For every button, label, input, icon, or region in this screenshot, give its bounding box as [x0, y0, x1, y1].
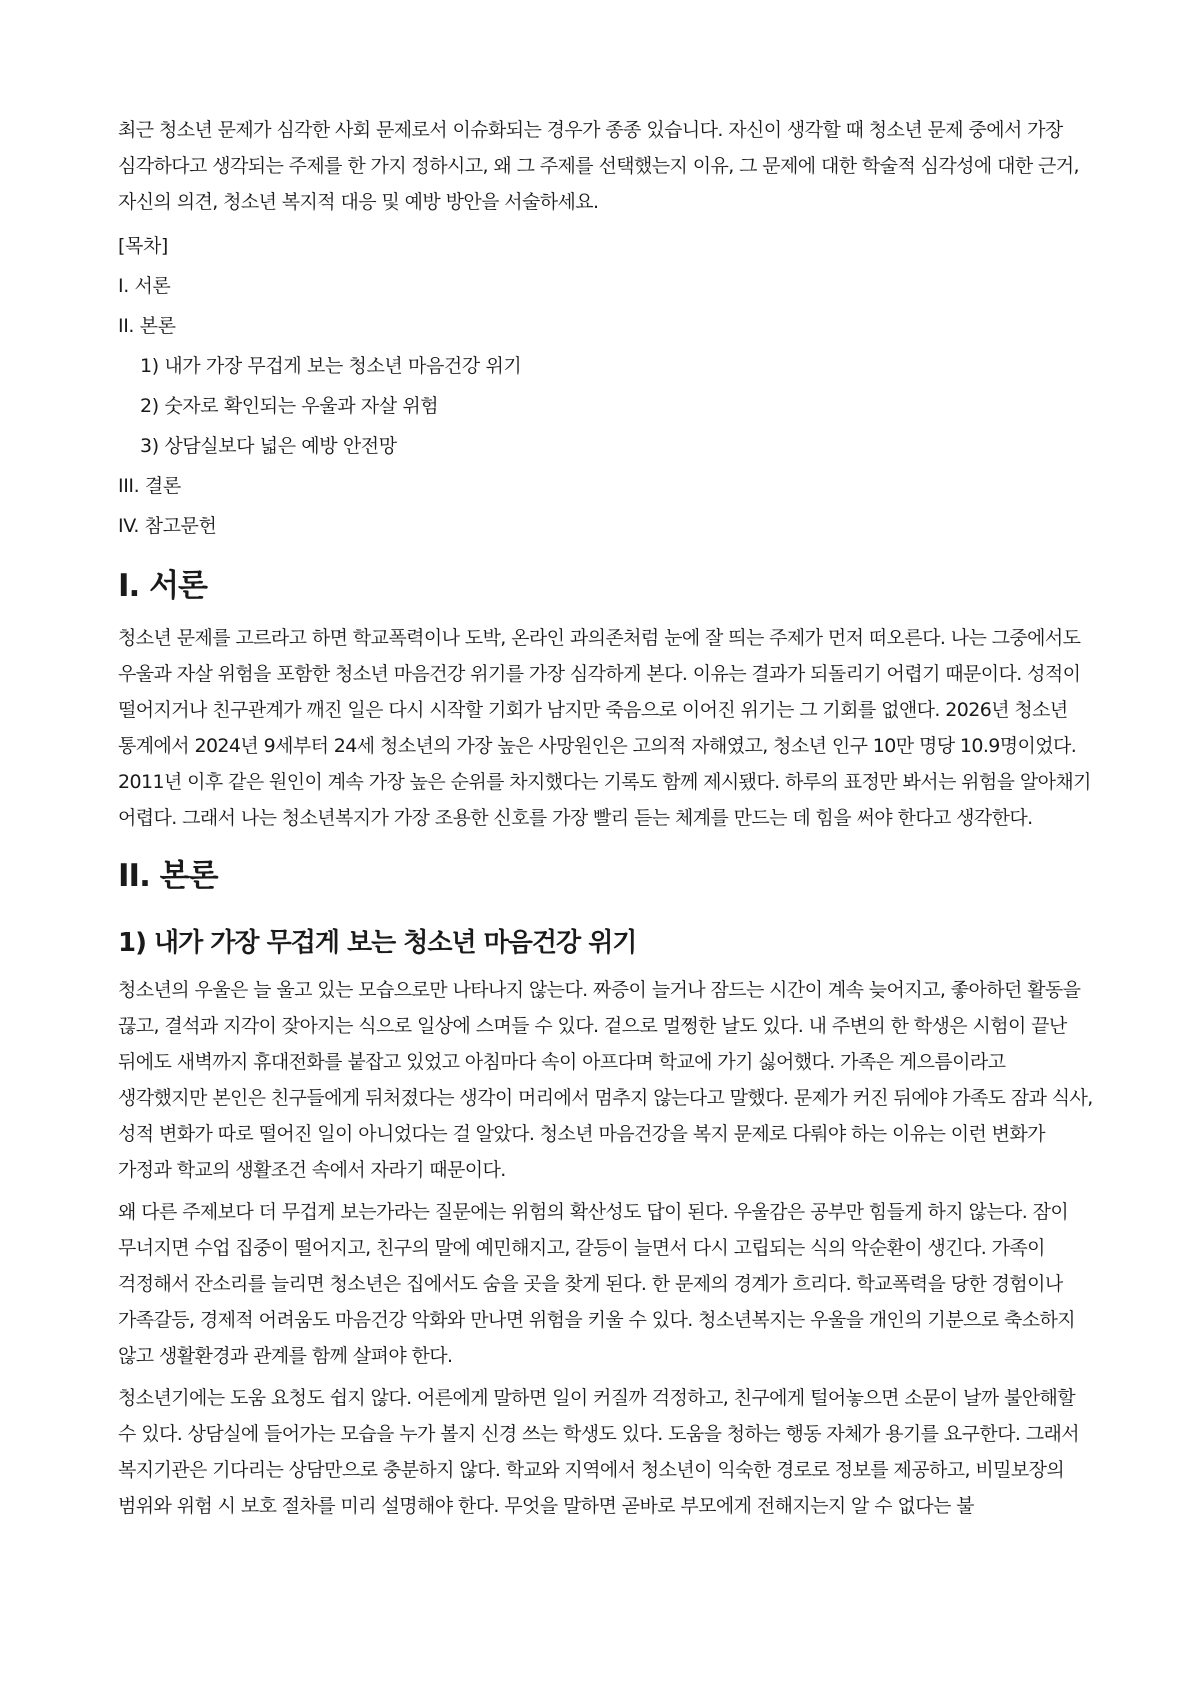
document-page — [118, 112, 1094, 1530]
toc-subitem: 2) 숫자로 확인되는 우울과 자살 위험 — [140, 395, 439, 417]
body-paragraph: 왜 다른 주제보다 더 무겁게 보는가라는 질문에는 위험의 확산성도 답이 된다. 우울감은 공부만 힘들게 하지 않는다. 잠이 무너지면 수업 집중이 떨어지고, 친구의 말에 예민해지고, 갈등이 늘면서 다시 고립되는 식의 악순환이 생긴다. 가족이 걱정해서 잔소리를 늘리면 청소년은 집에서도 숨을 곳을 찾게 된다. 한 문제의 경계가 흐리다. 학교폭력을 당한 경험이나 가족갈등, 경제적 어려움도 마음건강 악화와 만나면 위험을 키울 수 있다. 청소년복지는 우울을 개인의 기분으로 축소하지 않고 생활환경과 관계를 함께 살펴야 한다. — [118, 1201, 1075, 1367]
assignment-prompt: 최근 청소년 문제가 심각한 사회 문제로서 이슈화되는 경우가 종종 있습니다. 자신이 생각할 때 청소년 문제 중에서 가장 심각하다고 생각되는 주제를 한 가지 정하시고, 왜 그 주제를 선택했는지 이유, 그 문제에 대한 학술적 심각성에 대한 근거, 자신의 의견, 청소년 복지적 대응 및 예방 방안을 서술하세요. — [118, 119, 1079, 213]
table-of-contents — [118, 226, 1094, 546]
body-paragraph: 청소년 문제를 고르라고 하면 학교폭력이나 도박, 온라인 과의존처럼 눈에 잘 띄는 주제가 먼저 떠오른다. 나는 그중에서도 우울과 자살 위험을 포함한 청소년 마음건강 위기를 가장 심각하게 본다. 이유는 결과가 되돌리기 어렵기 때문이다. 성적이 떨어지거나 친구관계가 깨진 일은 다시 시작할 기회가 남지만 죽음으로 이어진 위기는 그 기회를 없앤다. 2026년 청소년 통계에서 2024년 9세부터 24세 청소년의 가장 높은 사망원인은 고의적 자해였고, 청소년 인구 10만 명당 10.9명이었다. 2011년 이후 같은 원인이 계속 가장 높은 순위를 차지했다는 기록도 함께 제시됐다. 하루의 표정만 봐서는 위험을 알아채기 어렵다. 그래서 나는 청소년복지가 가장 조용한 신호를 가장 빨리 듣는 체계를 만드는 데 힘을 써야 한다고 생각한다. — [118, 627, 1091, 829]
toc-item: II. 본론 — [118, 315, 176, 337]
toc-item: I. 서론 — [118, 275, 171, 297]
body-paragraph: 청소년의 우울은 늘 울고 있는 모습으로만 나타나지 않는다. 짜증이 늘거나 잠드는 시간이 계속 늦어지고, 좋아하던 활동을 끊고, 결석과 지각이 잦아지는 식으로 일상에 스며들 수 있다. 겉으로 멀쩡한 날도 있다. 내 주변의 한 학생은 시험이 끝난 뒤에도 새벽까지 휴대전화를 붙잡고 있었고 아침마다 속이 아프다며 학교에 가기 싫어했다. 가족은 게으름이라고 생각했지만 본인은 친구들에게 뒤처졌다는 생각이 머리에서 멈추지 않는다고 말했다. 문제가 커진 뒤에야 가족도 잠과 식사, 성적 변화가 따로 떨어진 일이 아니었다는 걸 알았다. 청소년 마음건강을 복지 문제로 다뤄야 하는 이유는 이런 변화가 가정과 학교의 생활조건 속에서 자라기 때문이다. — [118, 979, 1093, 1181]
toc-heading: [목차] — [118, 235, 168, 257]
toc-subitem: 1) 내가 가장 무겁게 보는 청소년 마음건강 위기 — [140, 355, 522, 377]
section-heading-introduction: I. 서론 — [118, 568, 207, 604]
body-paragraph: 청소년기에는 도움 요청도 쉽지 않다. 어른에게 말하면 일이 커질까 걱정하고, 친구에게 털어놓으면 소문이 날까 불안해할 수 있다. 상담실에 들어가는 모습을 누가 볼지 신경 쓰는 학생도 있다. 도움을 청하는 행동 자체가 용기를 요구한다. 그래서 복지기관은 기다리는 상담만으로 충분하지 않다. 학교와 지역에서 청소년이 익숙한 경로로 정보를 제공하고, 비밀보장의 범위와 위험 시 보호 절차를 미리 설명해야 한다. 무엇을 말하면 곧바로 부모에게 전해지는지 알 수 없다는 불 — [118, 1387, 1079, 1517]
section-heading-body: II. 본론 — [118, 858, 218, 894]
toc-item: IV. 참고문헌 — [118, 515, 217, 537]
subsection-heading: 1) 내가 가장 무겁게 보는 청소년 마음건강 위기 — [118, 928, 637, 958]
toc-subitem: 3) 상담실보다 넓은 예방 안전망 — [140, 435, 397, 457]
toc-item: III. 결론 — [118, 475, 181, 497]
